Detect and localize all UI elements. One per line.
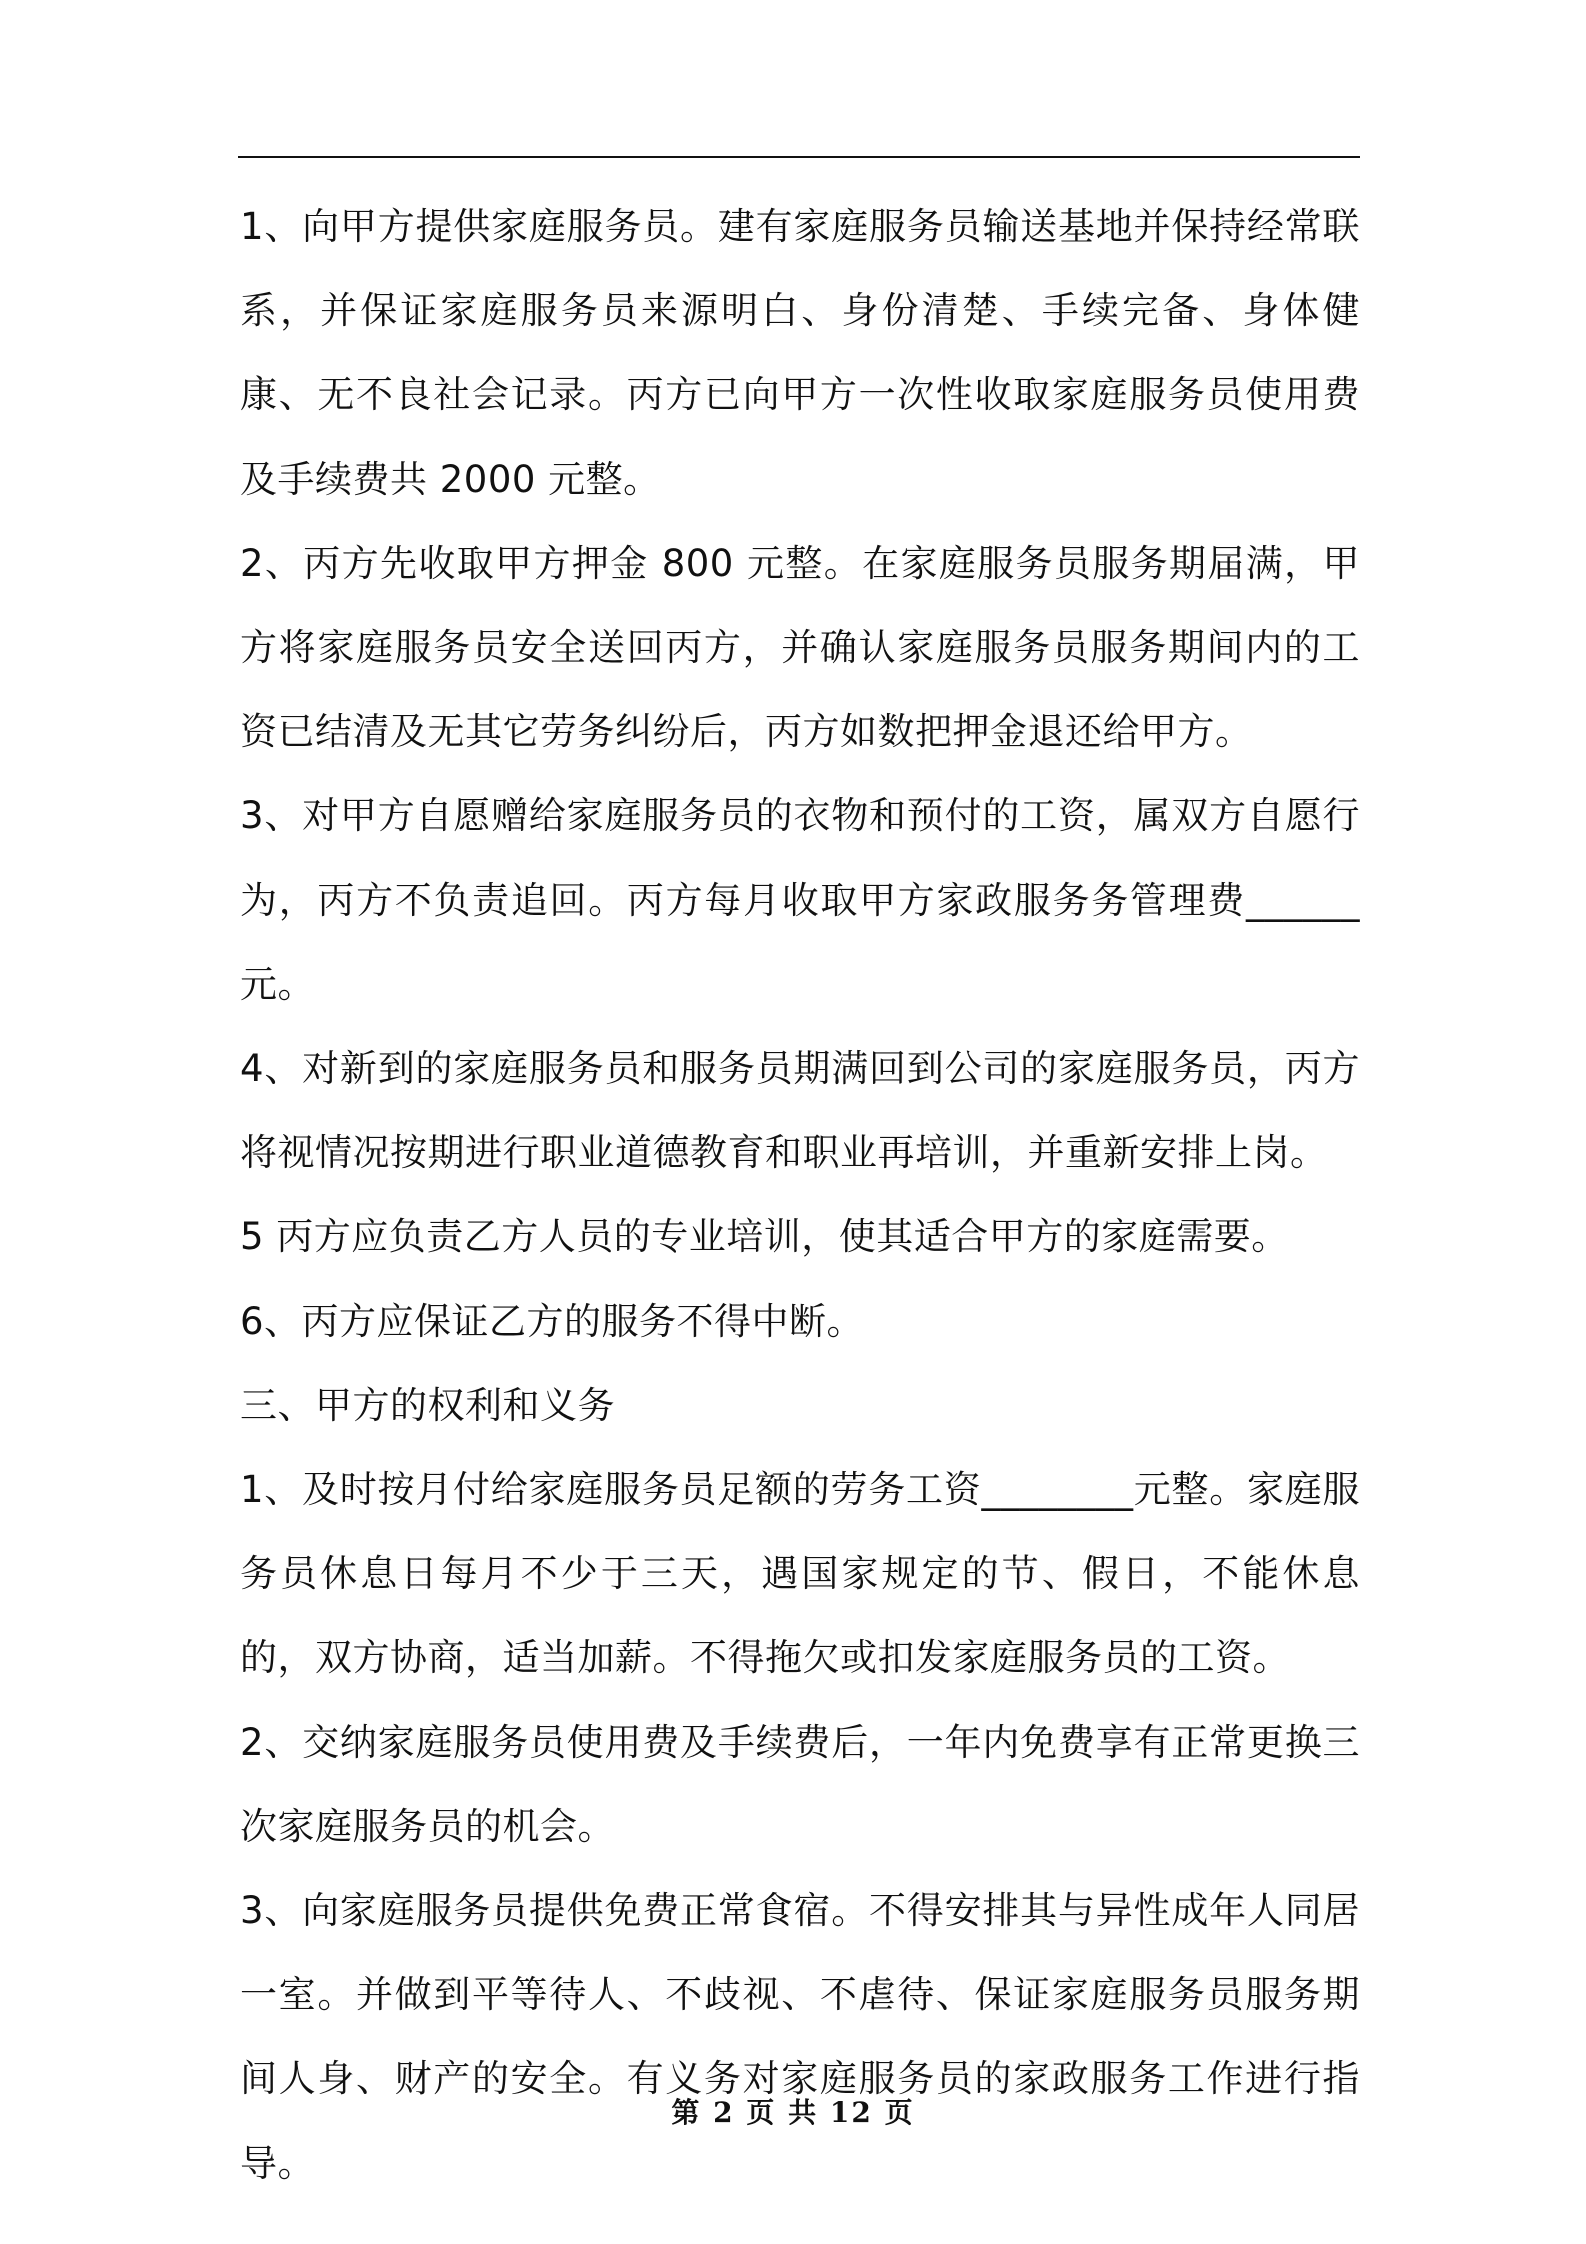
paragraph-5: 5 丙方应负责乙方人员的专业培训，使其适合甲方的家庭需要。 (240, 1215, 1289, 1259)
paragraph-2: 2、丙方先收取甲方押金 800 元整。在家庭服务员服务期届满，甲方将家庭服务员安全送回丙方，并确认家庭服务员服务期间内的工资已结清及无其它劳务纠纷后，丙方如数把押金退还给甲方。 (240, 541, 1360, 754)
document-body (240, 185, 1360, 2206)
header-rule (238, 156, 1360, 158)
paragraph-4: 4、对新到的家庭服务员和服务员期满回到公司的家庭服务员，丙方将视情况按期进行职业道德教育和职业再培训，并重新安排上岗。 (240, 1047, 1360, 1175)
paragraph-8: 1、及时按月付给家庭服务员足额的劳务工资________元整。家庭服务员休息日每月不少于三天，遇国家规定的节、假日，不能休息的，双方协商，适当加薪。不得拖欠或扣发家庭服务员的工资。 (240, 1468, 1360, 1680)
paragraph-6: 6、丙方应保证乙方的服务不得中断。 (240, 1299, 865, 1343)
paragraph-9: 2、交纳家庭服务员使用费及手续费后，一年内免费享有正常更换三次家庭服务员的机会。 (240, 1720, 1360, 1848)
paragraph-1: 1、向甲方提供家庭服务员。建有家庭服务员输送基地并保持经常联系，并保证家庭服务员来源明白、身份清楚、手续完备、身体健康、无不良社会记录。丙方已向甲方一次性收取家庭服务员使用费及手续费共 2000 元整。 (240, 205, 1360, 501)
paragraph-3: 3、对甲方自愿赠给家庭服务员的衣物和预付的工资，属双方自愿行为，丙方不负责追回。丙方每月收取甲方家政服务务管理费______元。 (240, 794, 1360, 1006)
page-number-footer: 第 2 页 共 12 页 (671, 2096, 915, 2129)
section-heading: 三、甲方的权利和义务 (240, 1383, 615, 1427)
paragraph-10: 3、向家庭服务员提供免费正常食宿。不得安排其与异性成年人同居一室。并做到平等待人、不歧视、不虐待、保证家庭服务员服务期间人身、财产的安全。有义务对家庭服务员的家政服务工作进行指导。 (240, 1889, 1360, 2185)
